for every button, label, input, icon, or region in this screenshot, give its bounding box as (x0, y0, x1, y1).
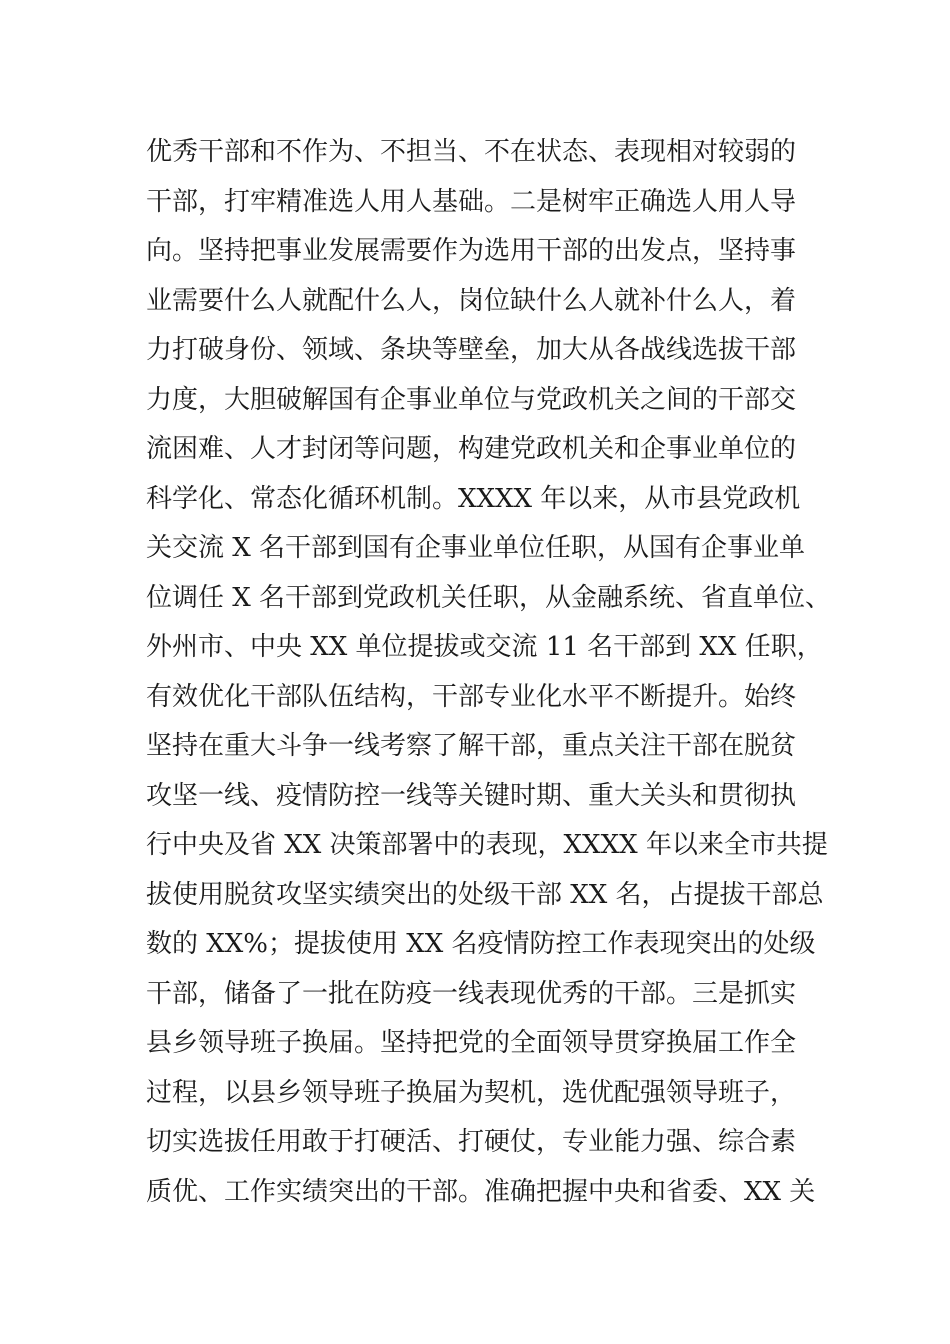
text-line: 干部，储备了一批在防疫一线表现优秀的干部。三是抓实 (146, 978, 797, 1009)
body-text (146, 128, 832, 1217)
text-line: 过程，以县乡领导班子换届为契机，选优配强领导班子， (146, 1077, 797, 1108)
text-line: 力打破身份、领域、条块等壁垒，加大从各战线选拔干部 (146, 335, 797, 365)
text-line: 位调任 X 名干部到党政机关任职，从金融系统、省直单位、 (146, 582, 832, 613)
text-line: 拔使用脱贫攻坚实绩突出的处级干部 XX 名，占提拔干部总 (146, 879, 824, 910)
text-line: 有效优化干部队伍结构，干部专业化水平不断提升。始终 (146, 681, 797, 712)
text-line: 攻坚一线、疫情防控一线等关键时期、重大关头和贯彻执 (146, 780, 797, 811)
text-line: 优秀干部和不作为、不担当、不在状态、表现相对较弱的 (146, 137, 797, 167)
text-line: 坚持在重大斗争一线考察了解干部，重点关注干部在脱贫 (146, 731, 797, 761)
text-line: 县乡领导班子换届。坚持把党的全面领导贯穿换届工作全 (146, 1028, 797, 1058)
text-line: 质优、工作实绩突出的干部。准确把握中央和省委、XX 关 (146, 1176, 816, 1207)
text-line: 力度，大胆破解国有企事业单位与党政机关之间的干部交 (146, 384, 797, 415)
text-line: 业需要什么人就配什么人，岗位缺什么人就补什么人，着 (146, 285, 797, 316)
text-line: 向。坚持把事业发展需要作为选用干部的出发点，坚持事 (146, 236, 797, 266)
text-line: 流困难、人才封闭等问题，构建党政机关和企事业单位的 (146, 434, 797, 464)
text-line: 关交流 X 名干部到国有企事业单位任职，从国有企事业单 (146, 533, 806, 563)
text-line: 干部，打牢精准选人用人基础。二是树牢正确选人用人导 (146, 186, 797, 217)
text-line: 行中央及省 XX 决策部署中的表现，XXXX 年以来全市共提 (146, 830, 828, 860)
text-line: 切实选拔任用敢于打硬活、打硬仗，专业能力强、综合素 (146, 1127, 797, 1157)
text-line: 数的 XX%；提拔使用 XX 名疫情防控工作表现突出的处级 (146, 929, 816, 959)
text-line: 科学化、常态化循环机制。XXXX 年以来，从市县党政机 (146, 483, 801, 514)
text-line: 外州市、中央 XX 单位提拔或交流 11 名干部到 XX 任职， (146, 632, 823, 662)
